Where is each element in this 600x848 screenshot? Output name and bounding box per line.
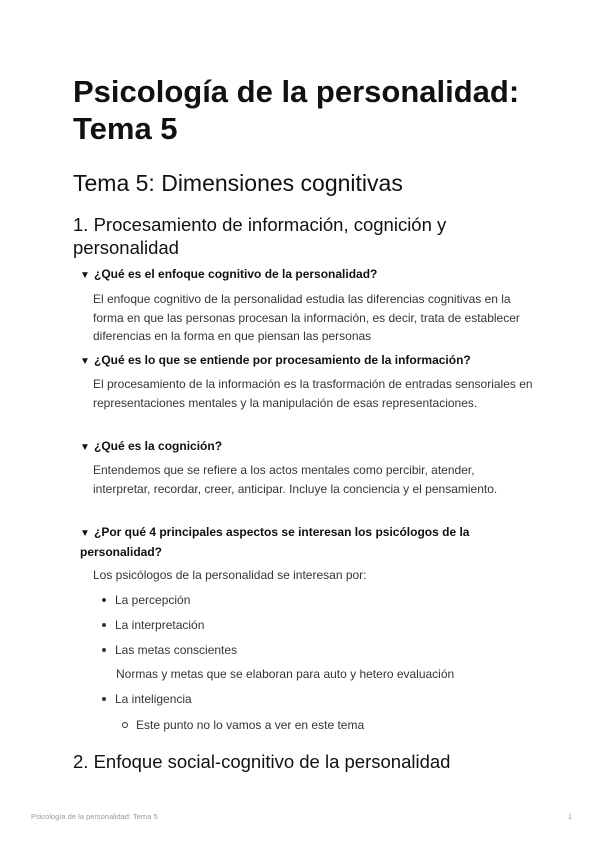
triangle-down-icon[interactable]: ▼ (80, 528, 90, 539)
toggle-question-1[interactable] (80, 265, 520, 285)
toggle-question-4-text: ¿Por qué 4 principales aspectos se interesan los psicólogos de la personalidad? (80, 525, 470, 559)
list-item: Las metas conscientes (102, 641, 522, 659)
page-number: 1 (567, 812, 572, 821)
main-heading: Tema 5: Dimensiones cognitivas (73, 170, 403, 196)
section2-heading: 2. Enfoque social-cognitivo de la personalidad (73, 751, 451, 772)
list-item-note: Normas y metas que se elaboran para auto y hetero evaluación (116, 667, 455, 681)
triangle-down-icon[interactable]: ▼ (80, 442, 90, 453)
page-title-line1: Psicología de la personalidad: (73, 74, 520, 109)
page-title (73, 73, 553, 147)
toggle-question-3-text: ¿Qué es la cognición? (94, 439, 223, 453)
bullet-icon (102, 648, 106, 652)
footer-title: Psicología de la personalidad: Tema 5 (31, 812, 158, 821)
list-item: La inteligencia (102, 690, 522, 708)
list-item: La percepción (102, 591, 522, 609)
toggle-question-4[interactable] (80, 523, 500, 561)
toggle-question-1-text: ¿Qué es el enfoque cognitivo de la personalidad? (94, 267, 378, 281)
list-item: La interpretación (102, 616, 522, 634)
bullet-icon (102, 697, 106, 701)
toggle-answer-4: Los psicólogos de la personalidad se interesan por: (93, 568, 367, 582)
bullet-icon (102, 598, 106, 602)
sub-list-item: Este punto no lo vamos a ver en este tema (122, 716, 522, 734)
toggle-question-2[interactable] (80, 351, 520, 371)
toggle-question-2-text: ¿Qué es lo que se entiende por procesamiento de la información? (94, 353, 471, 367)
triangle-down-icon[interactable]: ▼ (80, 270, 90, 281)
toggle-answer-2: El procesamiento de la información es la trasformación de entradas sensoriales en representaciones mentales y la manipulación de esas representaciones. (93, 377, 533, 410)
toggle-question-3[interactable] (80, 437, 520, 457)
triangle-down-icon[interactable]: ▼ (80, 356, 90, 367)
section1-heading: 1. Procesamiento de información, cognición y personalidad (73, 214, 447, 258)
toggle-answer-1: El enfoque cognitivo de la personalidad estudia las diferencias cognitivas en la forma en que las personas procesan la información, es decir, trata de establecer diferencias en la forma en que piensan las personas (93, 292, 520, 343)
page-title-line2: Tema 5 (73, 111, 178, 146)
toggle-answer-3: Entendemos que se refiere a los actos mentales como percibir, atender, interpretar, recordar, creer, anticipar. Incluye la conciencia y el pensamiento. (93, 463, 498, 496)
circle-bullet-icon (122, 722, 128, 728)
bullet-icon (102, 623, 106, 627)
